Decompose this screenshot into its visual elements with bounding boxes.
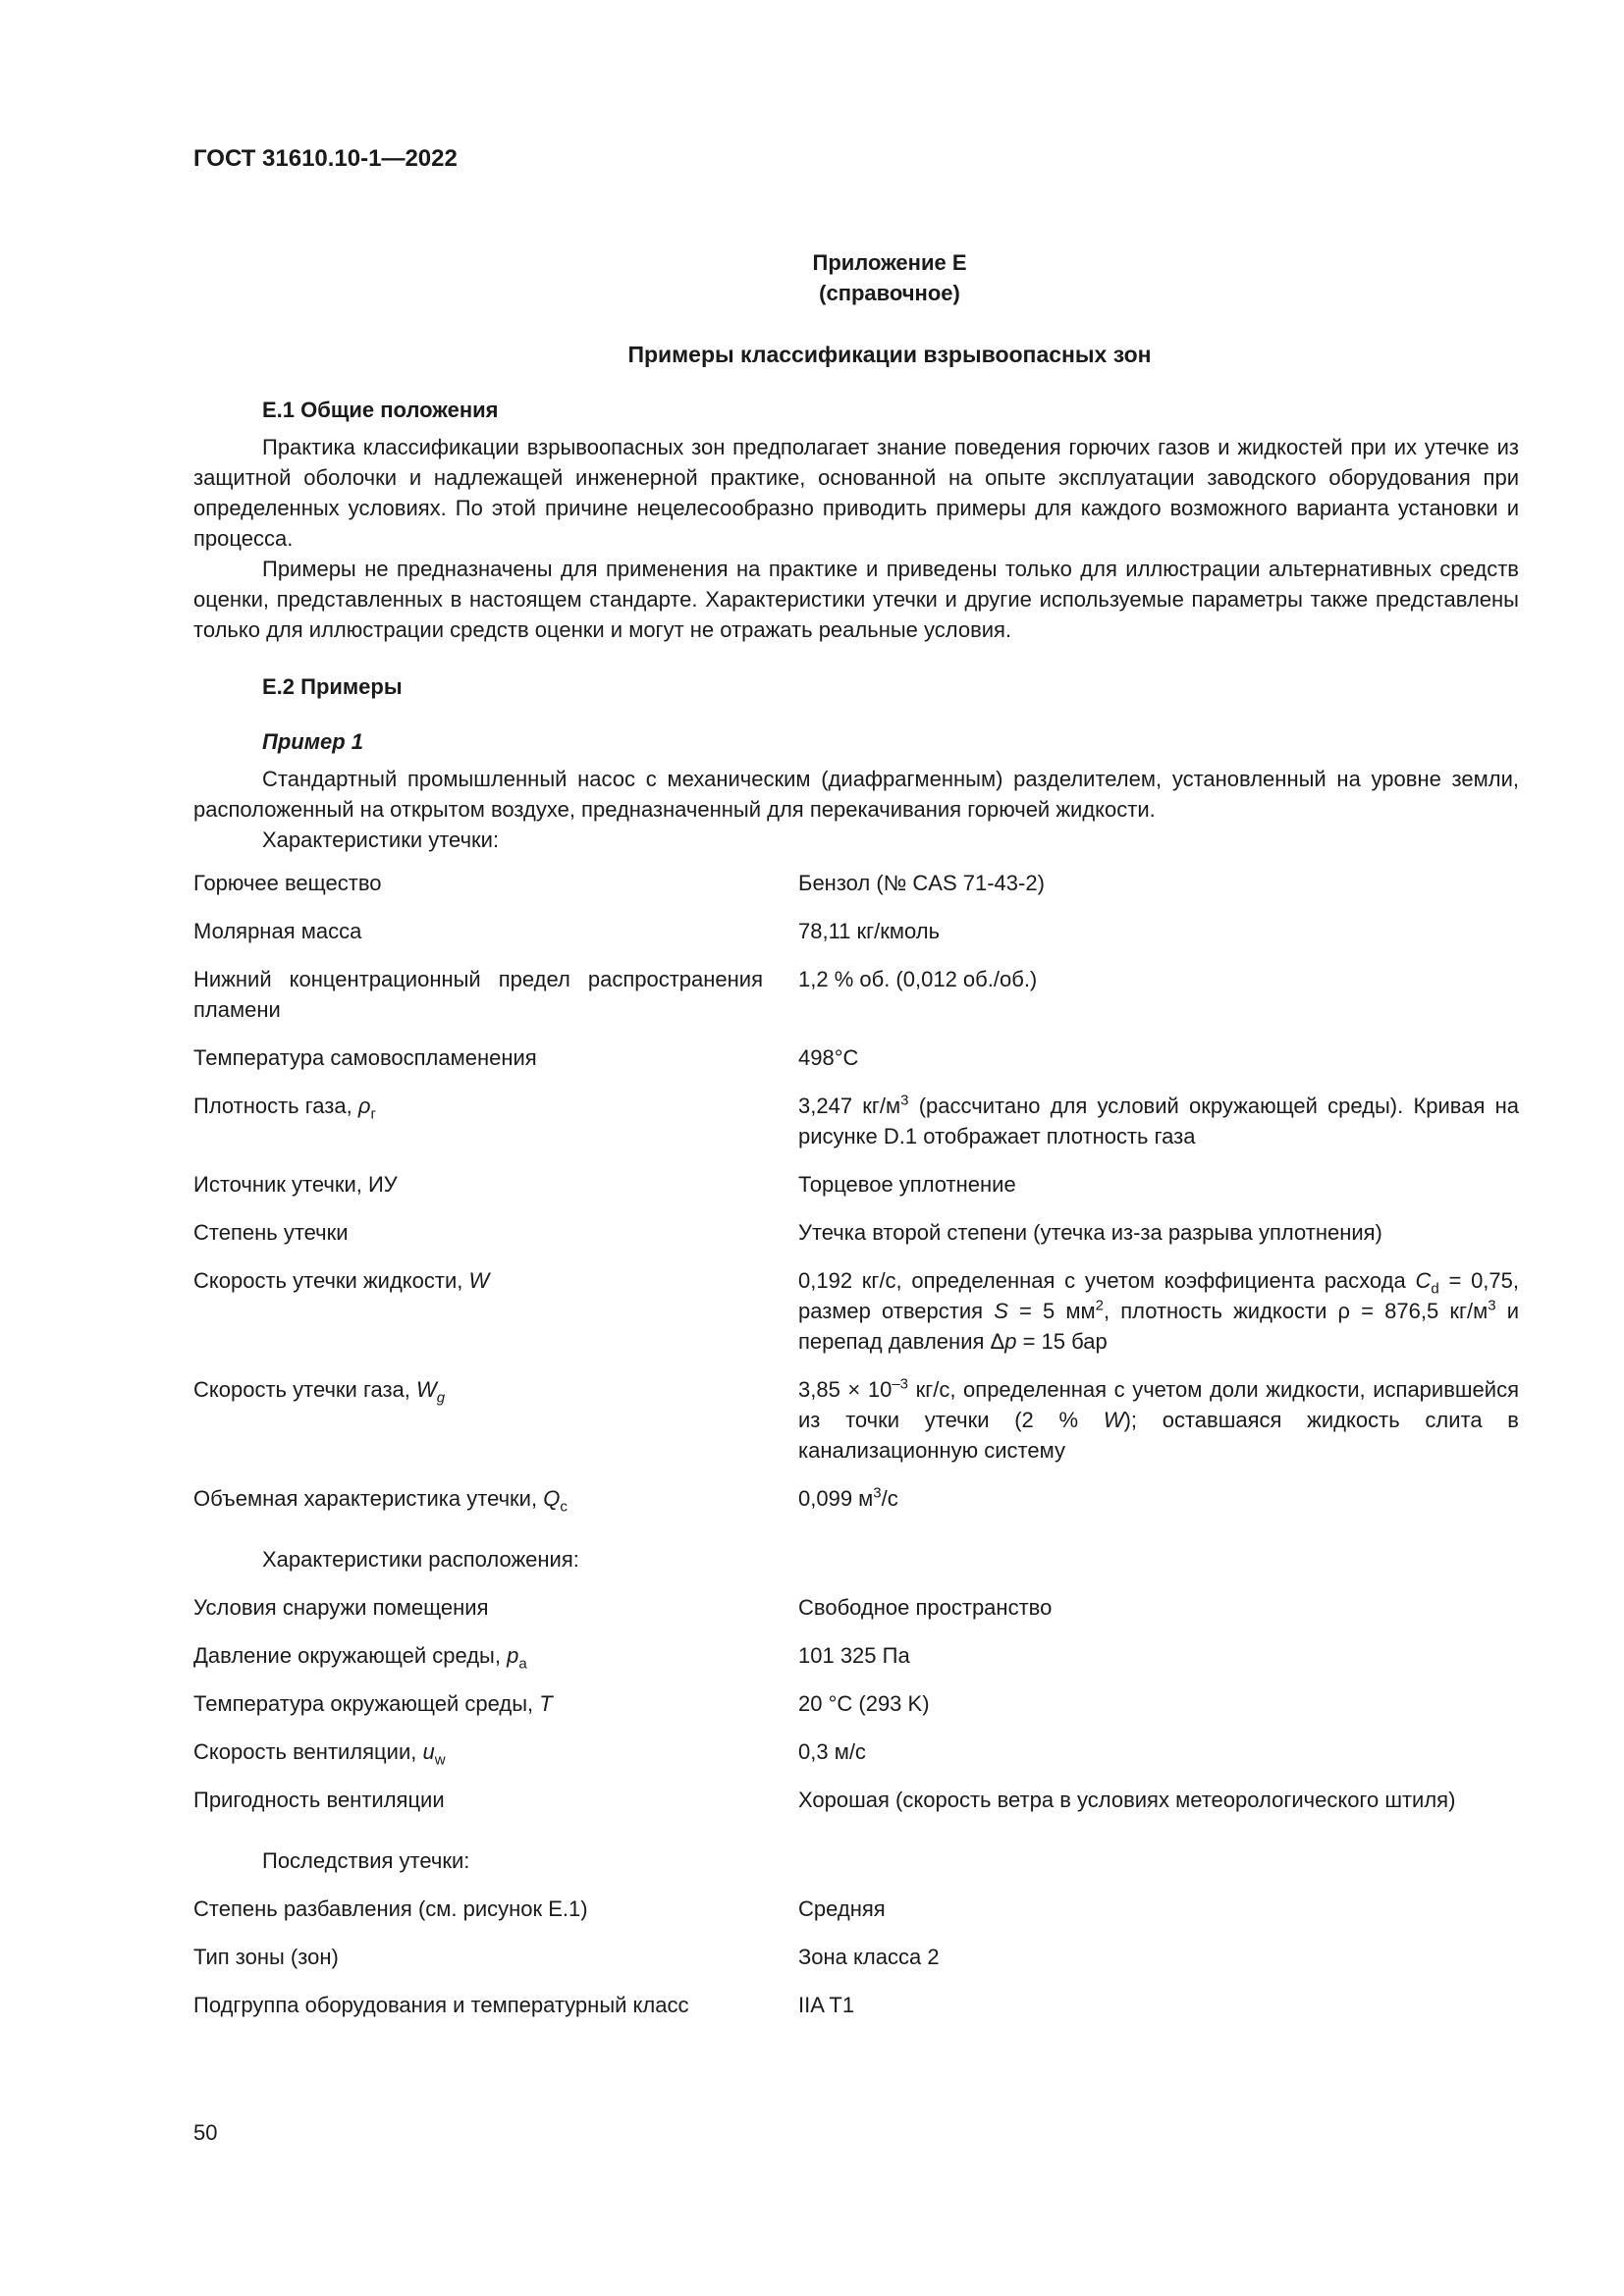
table-row	[193, 1474, 1519, 1522]
property-value: 0,099 $м^3/с$	[798, 1484, 898, 1511]
table-row	[193, 1631, 1519, 1680]
property-label: Нижний концентрационный предел распространения пламени	[193, 967, 763, 1022]
document-page	[193, 145, 1519, 2029]
location-characteristics-label: Характеристики расположения:	[262, 1547, 579, 1572]
section-heading-e2: Е.2 Примеры	[262, 674, 403, 699]
property-label: Степень разбавления (см. рисунок Е.1)	[193, 1896, 588, 1921]
property-label: Объемная характеристика утечки, $Q_c$	[193, 1486, 568, 1516]
property-value: 3,247 $кг/м^3$ (рассчитано для условий окружающей среды). Кривая на рисунке D.1 отображает плотность газа	[798, 1092, 1519, 1148]
release-characteristics-label: Характеристики утечки:	[262, 828, 500, 852]
table-row	[193, 1208, 1519, 1256]
property-label: Температура окружающей среды, T	[193, 1691, 553, 1716]
table-row	[193, 1583, 1519, 1631]
table-row	[193, 907, 1519, 955]
property-value: 0,192 кг/с, определенная с учетом коэффициента расхода $C_d = 0,75$, размер отверстия S = 5 $мм^2$, плотность жидкости ρ = 876,5 $кг/м^3$ и перепад давления Δp = 15 бар	[798, 1268, 1519, 1354]
property-value: Свободное пространство	[798, 1595, 1053, 1620]
property-value: IIA T1	[798, 1993, 855, 2017]
table-row	[193, 1933, 1519, 1981]
table-row	[193, 1365, 1519, 1474]
table-row	[193, 1082, 1519, 1160]
table-row	[193, 1256, 1519, 1365]
paragraph: Примеры не предназначены для применения на практике и приведены только для иллюстрации альтернативных средств оценки, представленных в настоящем стандарте. Характеристики утечки и другие используемые параметры также представлены только для иллюстрации средств оценки и могут не отражать реальные условия.	[193, 557, 1519, 642]
property-label: Скорость вентиляции, $u_w$	[193, 1739, 446, 1769]
page-title: Примеры классификации взрывоопасных зон	[627, 342, 1152, 367]
table-row	[193, 1680, 1519, 1728]
property-value: 1,2 % об. (0,012 об./об.)	[798, 967, 1038, 991]
property-value: 101 325 Па	[798, 1643, 910, 1668]
annex-heading	[193, 247, 1519, 308]
property-value: 20 °C (293 K)	[798, 1691, 930, 1716]
property-label: Молярная масса	[193, 919, 362, 943]
table-row	[193, 1824, 1519, 1885]
page-number: 50	[193, 2120, 218, 2145]
property-label: Подгруппа оборудования и температурный класс	[193, 1993, 689, 2017]
property-value: Бензол (№ CAS 71-43-2)	[798, 871, 1045, 895]
section-heading-e1: Е.1 Общие положения	[262, 398, 499, 422]
table-row	[193, 859, 1519, 907]
release-consequences-label: Последствия утечки:	[262, 1848, 470, 1873]
paragraph: Стандартный промышленный насос с механическим (диафрагменным) разделителем, установленный на уровне земли, расположенный на открытом воздухе, предназначенный для перекачивания горючей жидкости.	[193, 767, 1519, 822]
property-label: Скорость утечки газа, $W_g$	[193, 1377, 446, 1407]
annex-type: (справочное)	[819, 281, 960, 305]
property-label: Пригодность вентиляции	[193, 1788, 445, 1812]
property-label: Температура самовоспламенения	[193, 1045, 537, 1070]
property-label: Тип зоны (зон)	[193, 1945, 339, 1969]
property-value: 0,3 м/с	[798, 1739, 866, 1764]
property-label: Горючее вещество	[193, 871, 382, 895]
paragraph: Практика классификации взрывоопасных зон предполагает знание поведения горючих газов и жидкостей при их утечке из защитной оболочки и надлежащей инженерной практике, основанной на опыте эксплуатации заводского оборудования при определенных условиях. По этой причине нецелесообразно приводить примеры для каждого возможного варианта установки и процесса.	[193, 435, 1519, 551]
document-id: ГОСТ 31610.10-1—2022	[193, 145, 458, 172]
property-label: Источник утечки, ИУ	[193, 1172, 398, 1197]
property-value: 498°C	[798, 1045, 859, 1070]
table-row	[193, 1885, 1519, 1933]
table-row	[193, 1981, 1519, 2029]
table-row	[193, 1776, 1519, 1824]
property-label: Скорость утечки жидкости, W	[193, 1268, 490, 1293]
property-value: 78,11 кг/кмоль	[798, 919, 941, 943]
table-row	[193, 1728, 1519, 1776]
table-row	[193, 1522, 1519, 1583]
table-row	[193, 1034, 1519, 1082]
property-value: $3,85 \times 10^{-3}$ кг/с, определенная с учетом доли жидкости, испарившейся из точки утечки (2 % W); оставшаяся жидкость слита в канализационную систему	[798, 1375, 1519, 1463]
property-value: Утечка второй степени (утечка из-за разрыва уплотнения)	[798, 1220, 1382, 1245]
property-value: Хорошая (скорость ветра в условиях метеорологического штиля)	[798, 1788, 1456, 1812]
property-label: Условия снаружи помещения	[193, 1595, 489, 1620]
property-value: Зона класса 2	[798, 1945, 940, 1969]
property-label: Давление окружающей среды, $p_a$	[193, 1643, 527, 1673]
property-value: Средняя	[798, 1896, 886, 1921]
properties-table	[193, 859, 1519, 2029]
property-label: Плотность газа, $\rho_г$	[193, 1094, 376, 1123]
example-title: Пример 1	[262, 729, 363, 754]
annex-title: Приложение Е	[812, 250, 967, 275]
property-label: Степень утечки	[193, 1220, 349, 1245]
table-row	[193, 1160, 1519, 1208]
table-row	[193, 955, 1519, 1034]
property-value: Торцевое уплотнение	[798, 1172, 1016, 1197]
